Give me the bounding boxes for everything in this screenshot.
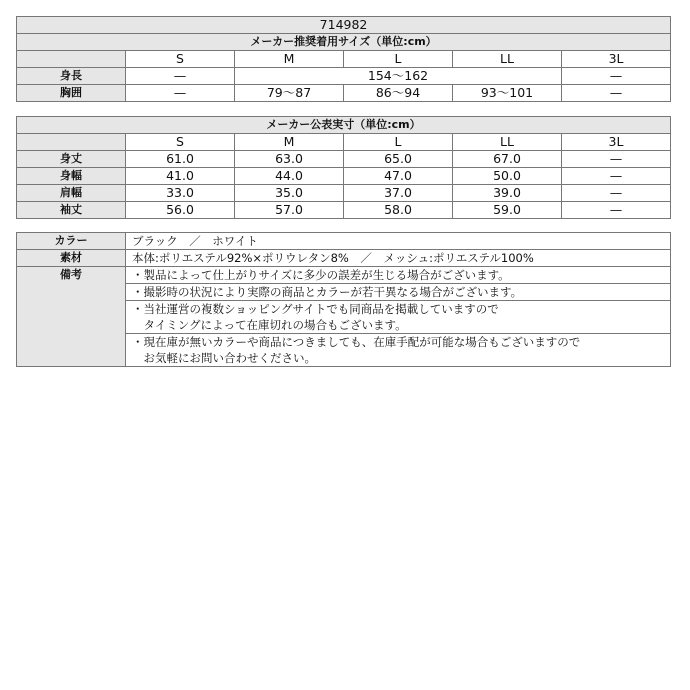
measure-row-body-width	[17, 168, 671, 185]
material-value: 本体:ポリエステル92%×ポリウレタン8% ／ メッシュ:ポリエステル100%	[126, 250, 671, 267]
header-blank	[17, 51, 126, 68]
measured-size-table	[16, 116, 671, 219]
note-line: ・現在庫が無いカラーや商品につきましても、在庫手配が可能な場合もございますので	[132, 335, 581, 349]
measure-value: —	[562, 185, 671, 202]
measure-value: 58.0	[344, 202, 453, 219]
note-line: ・撮影時の状況により実際の商品とカラーが若干異なる場合がございます。	[132, 285, 523, 299]
chest-row	[17, 85, 671, 102]
height-label: 身長	[17, 68, 126, 85]
note-item	[126, 301, 671, 334]
color-row	[17, 233, 671, 250]
notes-label: 備考	[17, 267, 126, 367]
measure-label: 身丈	[17, 151, 126, 168]
height-s: —	[126, 68, 235, 85]
measure-value: 63.0	[235, 151, 344, 168]
measure-value: 65.0	[344, 151, 453, 168]
measure-value: 44.0	[235, 168, 344, 185]
color-label: カラー	[17, 233, 126, 250]
measure-row-body-length	[17, 151, 671, 168]
measure-label: 身幅	[17, 168, 126, 185]
measure-value: 57.0	[235, 202, 344, 219]
recommended-title: メーカー推奨着用サイズ（単位:cm）	[17, 34, 671, 51]
height-range: 154〜162	[235, 68, 562, 85]
measure-label: 袖丈	[17, 202, 126, 219]
measure-value: 61.0	[126, 151, 235, 168]
measure-row-shoulder-width	[17, 185, 671, 202]
chest-label: 胸囲	[17, 85, 126, 102]
product-code: 714982	[17, 17, 671, 34]
note-item	[126, 334, 671, 367]
material-row	[17, 250, 671, 267]
size-m: M	[235, 51, 344, 68]
measure-value: 35.0	[235, 185, 344, 202]
measure-value: 37.0	[344, 185, 453, 202]
color-value: ブラック ／ ホワイト	[126, 233, 671, 250]
measured-size-3l: 3L	[562, 134, 671, 151]
measure-value: 47.0	[344, 168, 453, 185]
note-item	[126, 267, 671, 284]
measure-value: 56.0	[126, 202, 235, 219]
measured-title: メーカー公表実寸（単位:cm）	[17, 117, 671, 134]
chest-3l: —	[562, 85, 671, 102]
notes-row	[17, 267, 671, 284]
measured-size-header-row	[17, 134, 671, 151]
chest-l: 86〜94	[344, 85, 453, 102]
measure-value: —	[562, 151, 671, 168]
measure-value: —	[562, 202, 671, 219]
material-label: 素材	[17, 250, 126, 267]
note-line: ・製品によって仕上がりサイズに多少の誤差が生じる場合がございます。	[132, 268, 510, 282]
size-l: L	[344, 51, 453, 68]
measured-size-s: S	[126, 134, 235, 151]
note-line: ・当社運営の複数ショッピングサイトでも同商品を掲載していますので	[132, 302, 499, 316]
measure-value: —	[562, 168, 671, 185]
size-header-row	[17, 51, 671, 68]
measure-row-sleeve-length	[17, 202, 671, 219]
measure-value: 39.0	[453, 185, 562, 202]
height-row	[17, 68, 671, 85]
measured-header-blank	[17, 134, 126, 151]
chest-s: —	[126, 85, 235, 102]
size-3l: 3L	[562, 51, 671, 68]
note-item	[126, 284, 671, 301]
measure-value: 33.0	[126, 185, 235, 202]
measured-size-ll: LL	[453, 134, 562, 151]
measured-size-m: M	[235, 134, 344, 151]
chest-ll: 93〜101	[453, 85, 562, 102]
size-ll: LL	[453, 51, 562, 68]
recommended-size-table	[16, 16, 671, 102]
measure-value: 59.0	[453, 202, 562, 219]
product-details-table	[16, 232, 671, 367]
note-line: タイミングによって在庫切れの場合もございます。	[132, 318, 407, 332]
measure-label: 肩幅	[17, 185, 126, 202]
chest-m: 79〜87	[235, 85, 344, 102]
height-3l: —	[562, 68, 671, 85]
measured-size-l: L	[344, 134, 453, 151]
measure-value: 50.0	[453, 168, 562, 185]
size-s: S	[126, 51, 235, 68]
measure-value: 67.0	[453, 151, 562, 168]
note-line: お気軽にお問い合わせください。	[132, 351, 316, 365]
measure-value: 41.0	[126, 168, 235, 185]
